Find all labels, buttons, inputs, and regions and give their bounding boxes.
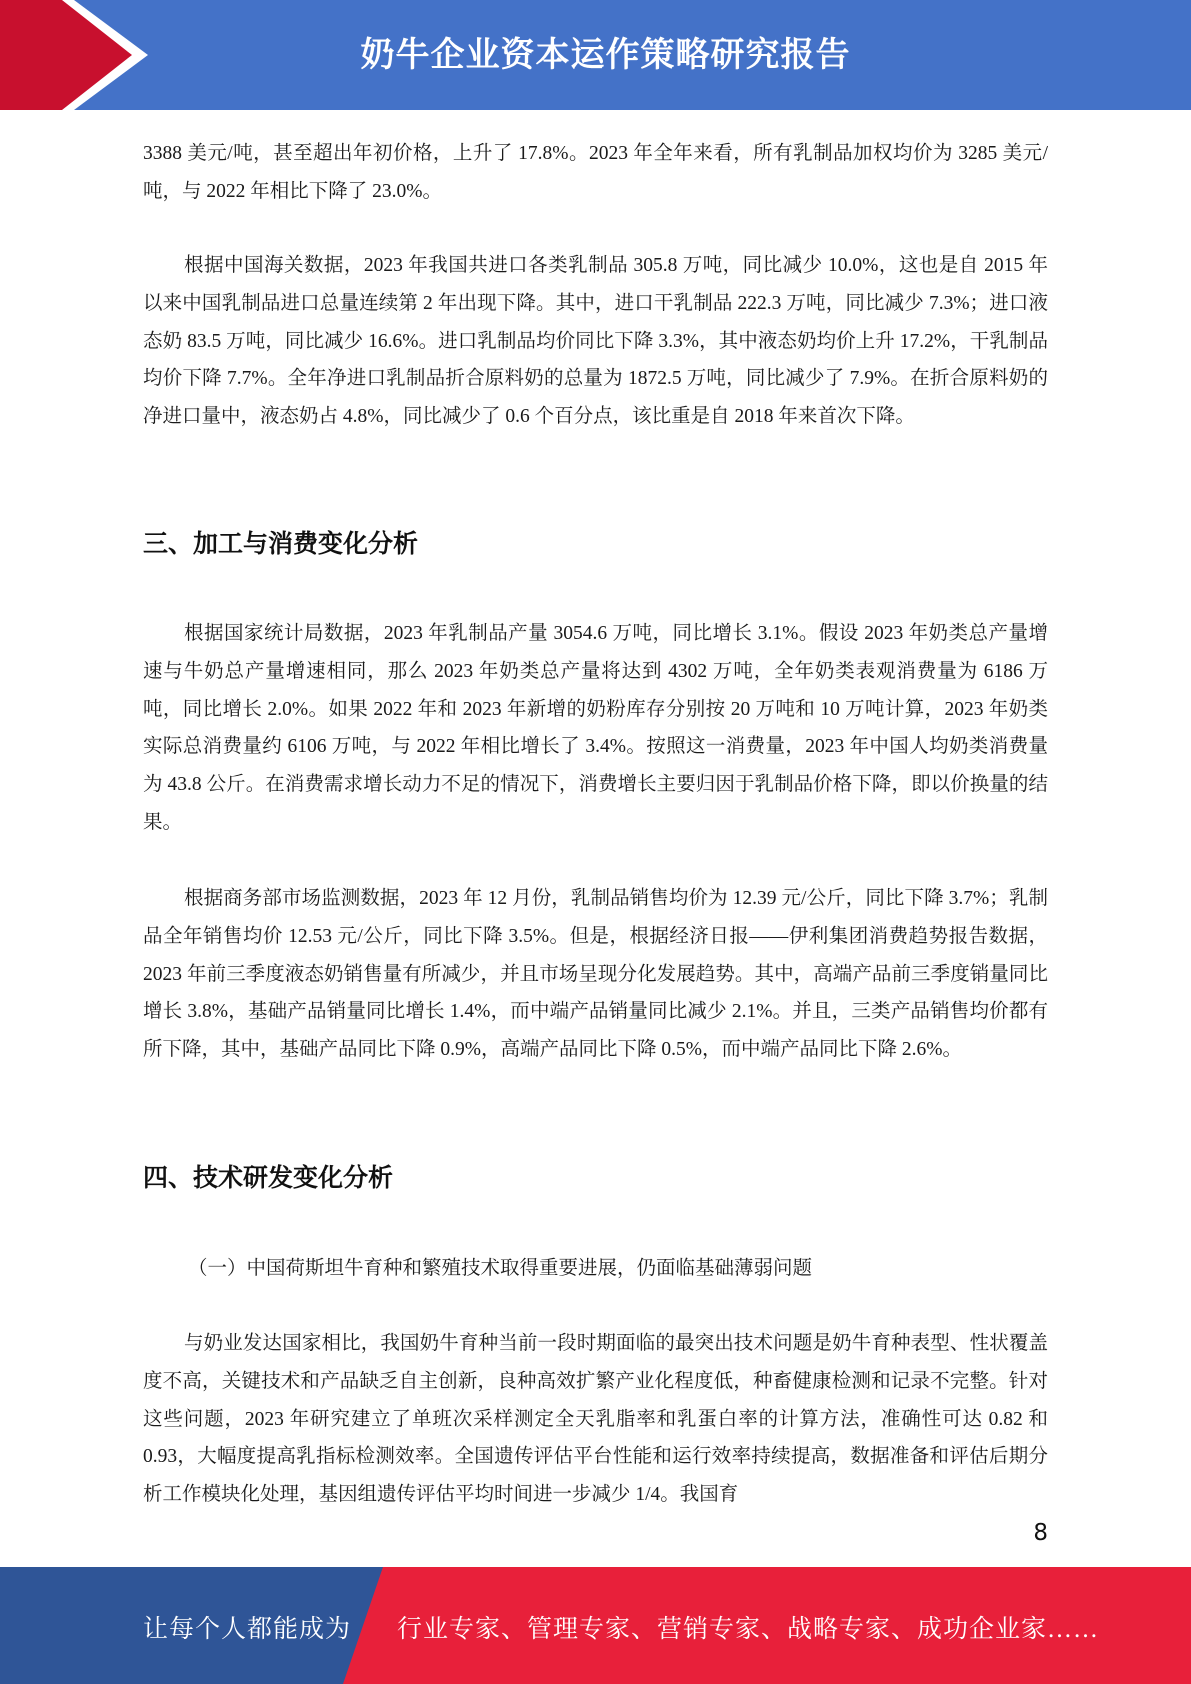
report-title: 奶牛企业资本运作策略研究报告 [360, 35, 851, 75]
section-heading-processing-consumption: 三、加工与消费变化分析 [143, 529, 419, 558]
page-number: 8 [1033, 1520, 1048, 1546]
section-heading-technology-rd: 四、技术研发变化分析 [143, 1163, 394, 1192]
subsection-heading-holstein-breeding: （一）中国荷斯坦牛育种和繁殖技术取得重要进展，仍面临基础薄弱问题 [188, 1258, 813, 1279]
paragraph-customs-imports: 根据中国海关数据，2023 年我国共进口各类乳制品 305.8 万吨，同比减少 10.0%，这也是自 2015 年以来中国乳制品进口总量连续第 2 年出现下降。其中，进口干乳制品 222.3 万吨，同比减少 7.3%；进口液态奶 83.5 万吨，同比减少 16.6%。进口乳制品均价同比下降 3.3%，其中液态奶均价上升 17.2%，干乳制品均价下降 7.7%。全年净进口乳制品折合原料奶的总量为 1872.5 万吨，同比减少了 7.9%。在折合原料奶的净进口量中，液态奶占 4.8%，同比减少了 0.6 个百分点，该比重是自 2018 年来首次下降。 [143, 255, 1048, 428]
paragraph-dairy-prices: 3388 美元/吨，甚至超出年初价格，上升了 17.8%。2023 年全年来看，所有乳制品加权均价为 3285 美元/吨，与 2022 年相比下降了 23.0%。 [143, 143, 1048, 202]
paragraph-market-monitoring: 根据商务部市场监测数据，2023 年 12 月份，乳制品销售均价为 12.39 元/公斤，同比下降 3.7%；乳制品全年销售均价 12.53 元/公斤，同比下降 3.5%。但是，根据经济日报——伊利集团消费趋势报告数据，2023 年前三季度液态奶销售量有所减少，并且市场呈现分化发展趋势。其中，高端产品前三季度销量同比增长 3.8%，基础产品销量同比增长 1.4%，而中端产品销量同比减少 2.1%。并且，三类产品销售均价都有所下降，其中，基础产品同比下降 0.9%，高端产品同比下降 0.5%，而中端产品同比下降 2.6%。 [143, 888, 1048, 1061]
paragraph-breeding-technology: 与奶业发达国家相比，我国奶牛育种当前一段时期面临的最突出技术问题是奶牛育种表型、性状覆盖度不高，关键技术和产品缺乏自主创新，良种高效扩繁产业化程度低，种畜健康检测和记录不完整。针对这些问题，2023 年研究建立了单班次采样测定全天乳脂率和乳蛋白率的计算方法，准确性可达 0.82 和 0.93，大幅度提高乳指标检测效率。全国遗传评估平台性能和运行效率持续提高，数据准备和评估后期分析工作模块化处理，基因组遗传评估平均时间进一步减少 1/4。我国育 [143, 1333, 1048, 1506]
footer-slogan-right: 行业专家、管理专家、营销专家、战略专家、成功企业家…… [397, 1616, 1100, 1643]
paragraph-production-consumption: 根据国家统计局数据，2023 年乳制品产量 3054.6 万吨，同比增长 3.1%。假设 2023 年奶类总产量增速与牛奶总产量增速相同，那么 2023 年奶类总产量将达到 4302 万吨，全年奶类表观消费量为 6186 万吨，同比增长 2.0%。如果 2022 年和 2023 年新增的奶粉库存分别按 20 万吨和 10 万吨计算，2023 年奶类实际总消费量约 6106 万吨，与 2022 年相比增长了 3.4%。按照这一消费量，2023 年中国人均奶类消费量为 43.8 公斤。在消费需求增长动力不足的情况下，消费增长主要归因于乳制品价格下降，即以价换量的结果。 [143, 623, 1048, 833]
header-banner [0, 0, 1191, 110]
footer-banner [0, 1567, 1191, 1684]
footer-slogan-left: 让每个人都能成为 [143, 1616, 352, 1643]
